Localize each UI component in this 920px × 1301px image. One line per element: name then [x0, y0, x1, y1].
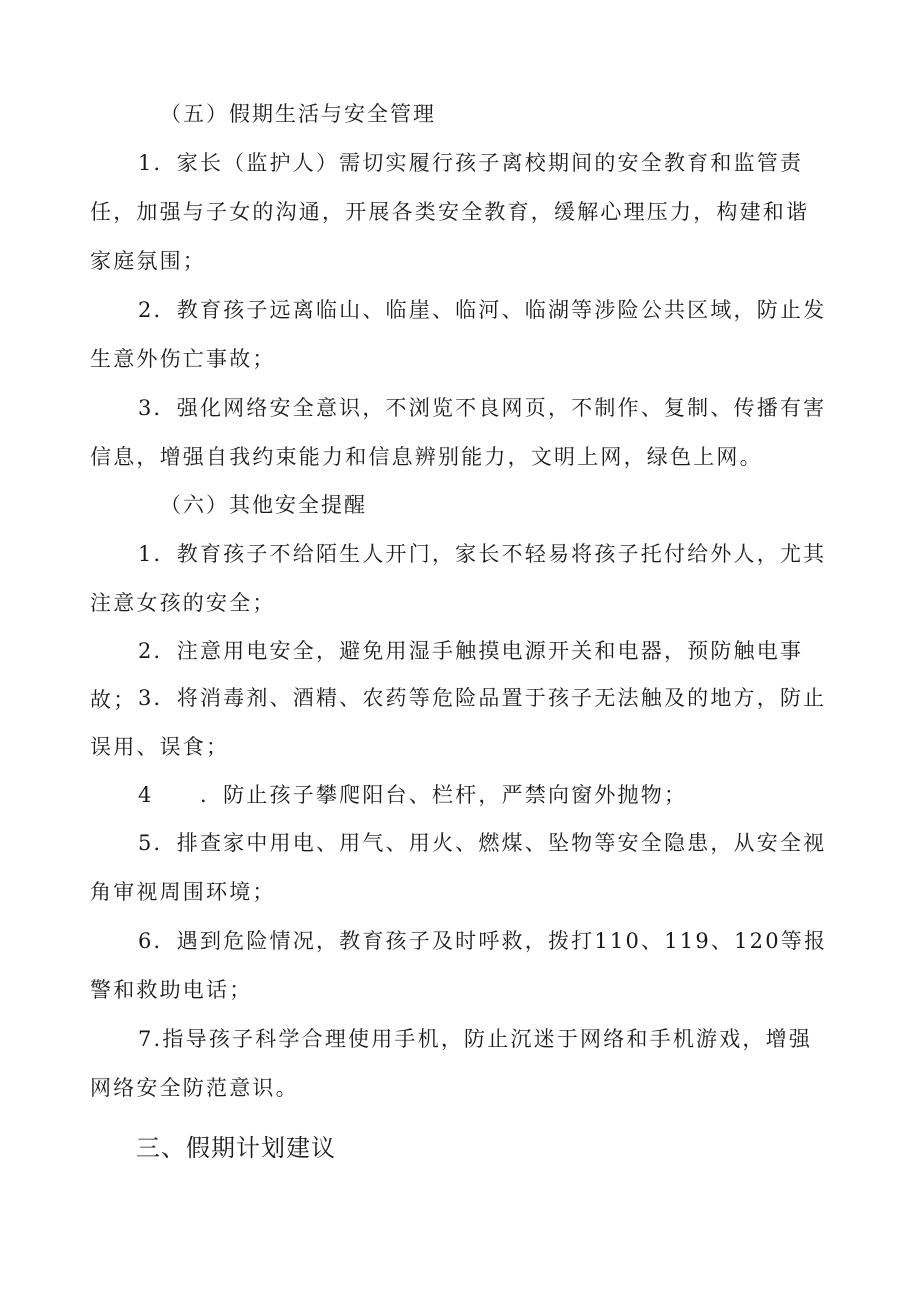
section-6-item-6: 6．遇到危险情况，教育孩子及时呼救，拨打110、119、120等报警和救助电话； — [90, 929, 828, 1002]
section-5-item-3: 3．强化网络安全意识，不浏览不良网页，不制作、复制、传播有害信息，增强自我约束能力和信息辨别能力，文明上网，绿色上网。 — [90, 396, 827, 469]
section-6-item-5: 5．排查家中用电、用气、用火、燃煤、坠物等安全隐患，从安全视角审视周围环境； — [90, 831, 827, 904]
section-6-item-2: 2．注意用电安全，避免用湿手触摸电源开关和电器，预防触电事故； — [90, 639, 804, 712]
section-5-item-1: 1．家长（监护人）需切实履行孩子离校期间的安全教育和监管责任，加强与子女的沟通，开展各类安全教育，缓解心理压力，构建和谐家庭氛围； — [90, 151, 810, 273]
section-6-item-7: 7.指导孩子科学合理使用手机，防止沉迷于网络和手机游戏，增强网络安全防范意识。 — [90, 1027, 813, 1100]
section-6-item-4: 4 ．防止孩子攀爬阳台、栏杆，严禁向窗外抛物； — [138, 783, 688, 807]
section-6-item-3: 3．将消毒剂、酒精、农药等危险品置于孩子无法触及的地方，防止误用、误食； — [90, 686, 827, 759]
section-5-heading: （五）假期生活与安全管理 — [160, 102, 436, 126]
section-6-item-1: 1．教育孩子不给陌生人开门，家长不轻易将孩子托付给外人，尤其注意女孩的安全； — [90, 542, 827, 615]
section-5-item-2: 2．教育孩子远离临山、临崖、临河、临湖等涉险公共区域，防止发生意外伤亡事故； — [90, 298, 827, 371]
section-3-heading: 三、假期计划建议 — [136, 1134, 336, 1162]
section-6-heading: （六）其他安全提醒 — [160, 493, 367, 517]
